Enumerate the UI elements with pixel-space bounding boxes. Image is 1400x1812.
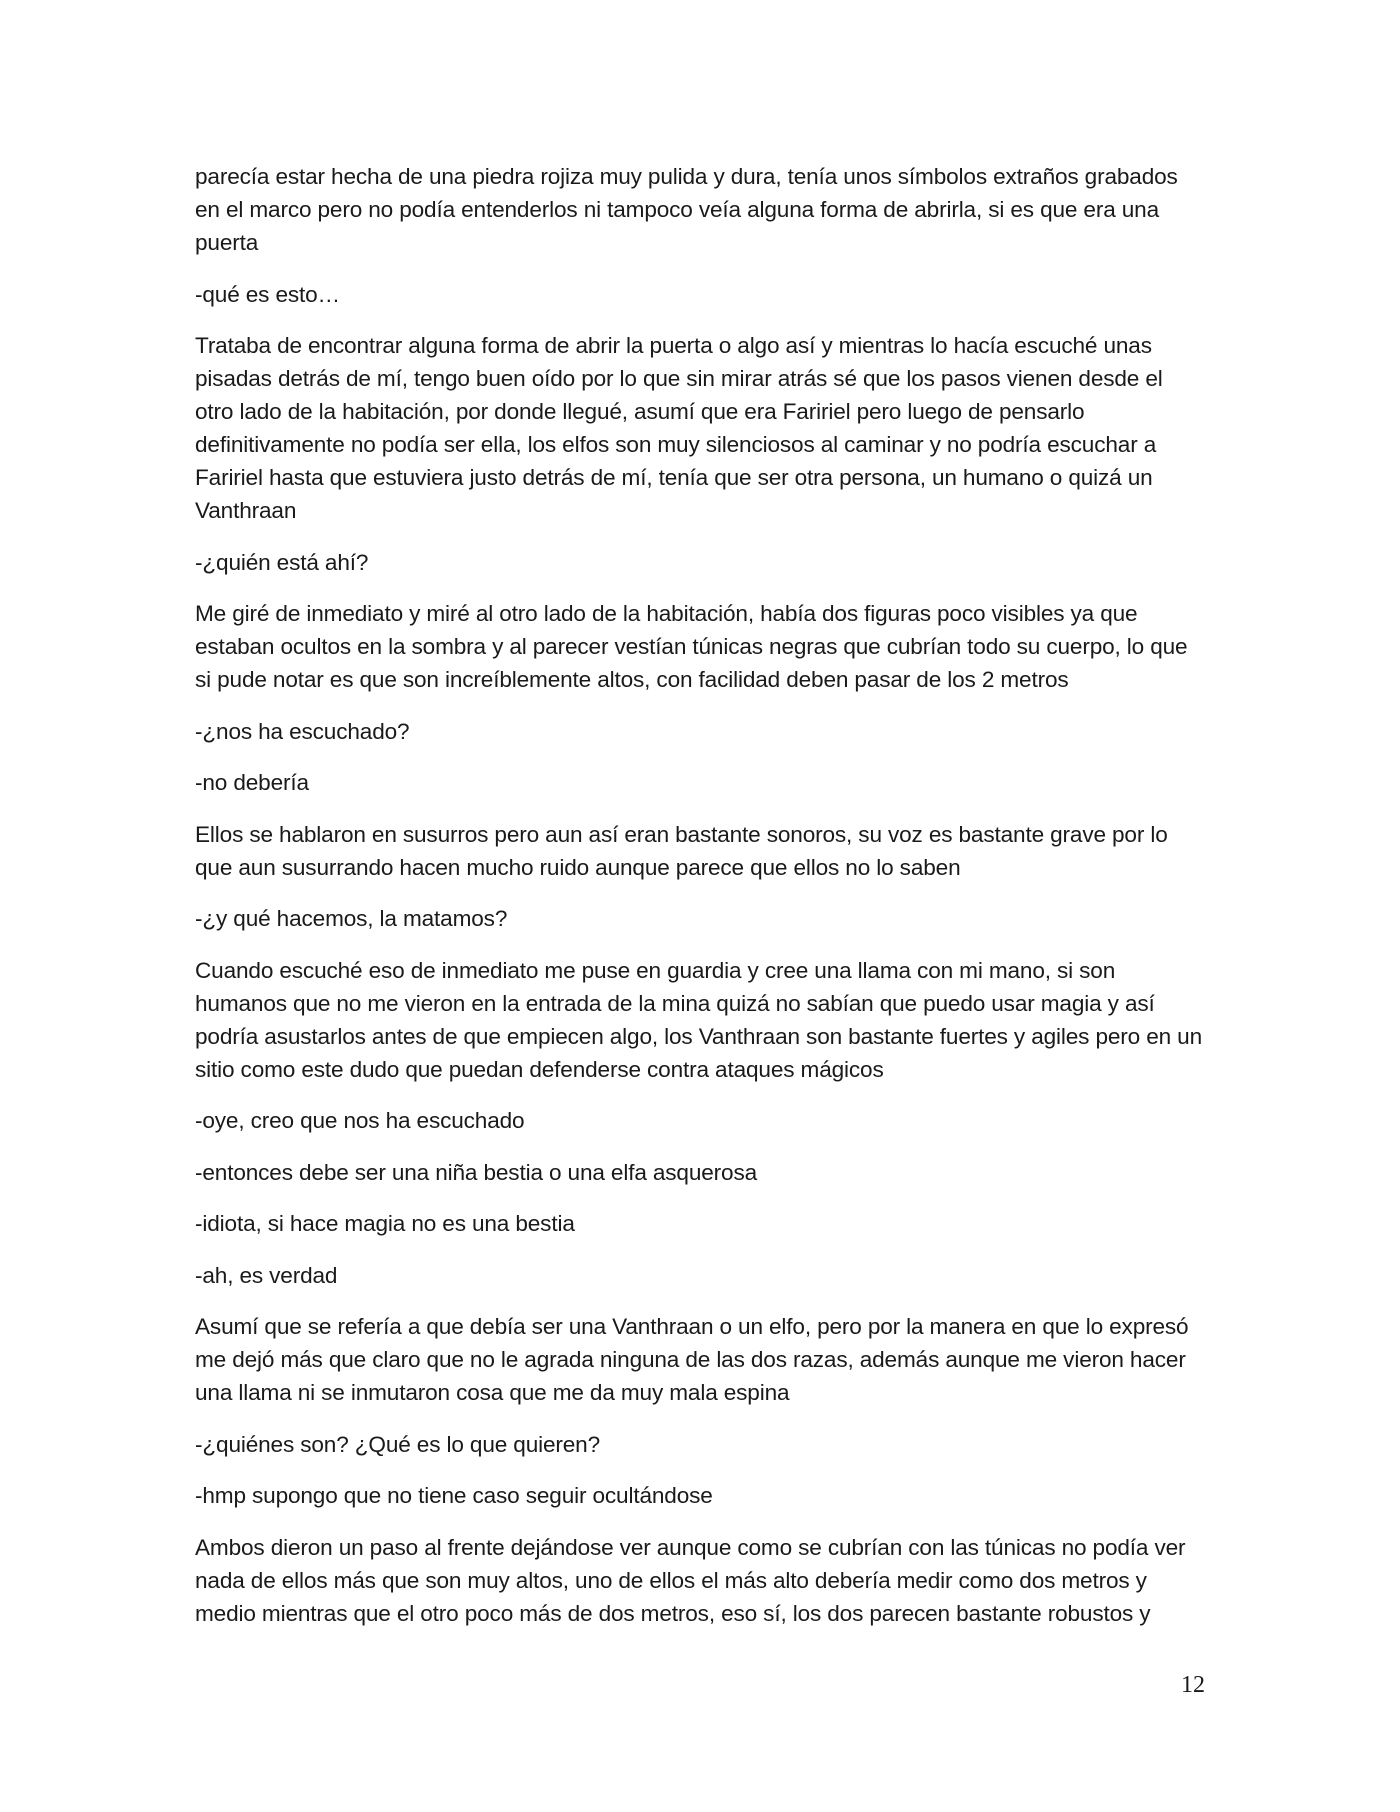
dialogue-line: -hmp supongo que no tiene caso seguir ocultándose [195,1483,713,1508]
paragraph: Ellos se hablaron en susurros pero aun así eran bastante sonoros, su voz es bastante grave por lo que aun susurrando hacen mucho ruido aunque parece que ellos no lo saben [195,821,1168,880]
dialogue-line: -¿quién está ahí? [195,549,369,575]
dialogue-line: -oye, creo que nos ha escuchado [195,1108,525,1133]
body-text [195,160,1205,1648]
paragraph: Asumí que se refería a que debía ser una Vanthraan o un elfo, pero por la manera en que lo expresó me dejó más que claro que no le agrada ninguna de las dos razas, además aunque me vieron hacer una llama ni se inmutaron cosa que me da muy mala espina [195,1314,1189,1405]
paragraph: Cuando escuché eso de inmediato me puse en guardia y cree una llama con mi mano, si son humanos que no me vieron en la entrada de la mina quizá no sabían que puedo usar magia y así podría asustarlos antes de que empiecen algo, los Vanthraan son bastante fuertes y agiles pero en un sitio como este dudo que puedan defenderse contra ataques mágicos [195,957,1202,1082]
dialogue-line: -entonces debe ser una niña bestia o una elfa asquerosa [195,1159,758,1185]
dialogue-line: -no debería [195,770,309,795]
dialogue-line: -idiota, si hace magia no es una bestia [195,1211,575,1236]
paragraph: Me giré de inmediato y miré al otro lado de la habitación, había dos figuras poco visibles ya que estaban ocultos en la sombra y al parecer vestían túnicas negras que cubrían todo su cuerpo, lo que si pude notar es que son increíblemente altos, con facilidad deben pasar de los 2 metros [195,601,1188,692]
paragraph: Trataba de encontrar alguna forma de abrir la puerta o algo así y mientras lo hacía escuché unas pisadas detrás de mí, tengo buen oído por lo que sin mirar atrás sé que los pasos vienen desde el otro lado de la habitación, por donde llegué, asumí que era Faririel pero luego de pensarlo definitivamente no podía ser ella, los elfos son muy silenciosos al caminar y no podría escuchar a Faririel hasta que estuviera justo detrás de mí, tenía que ser otra persona, un humano o quizá un Vanthraan [195,333,1163,523]
paragraph: parecía estar hecha de una piedra rojiza muy pulida y dura, tenía unos símbolos extraños grabados en el marco pero no podía entenderlos ni tampoco veía alguna forma de abrirla, si es que era una puerta [195,164,1178,255]
dialogue-line: -¿quiénes son? ¿Qué es lo que quieren? [195,1431,601,1457]
dialogue-line: -ah, es verdad [195,1262,338,1288]
paragraph: Ambos dieron un paso al frente dejándose ver aunque como se cubrían con las túnicas no podía ver nada de ellos más que son muy altos, uno de ellos el más alto debería medir como dos metros y medio mientras que el otro poco más de dos metros, eso sí, los dos parecen bastante robustos y [195,1534,1186,1626]
dialogue-line: -¿nos ha escuchado? [195,718,410,744]
page-number: 12 [1181,1672,1205,1698]
dialogue-line: -qué es esto… [195,281,340,307]
dialogue-line: -¿y qué hacemos, la matamos? [195,906,508,931]
